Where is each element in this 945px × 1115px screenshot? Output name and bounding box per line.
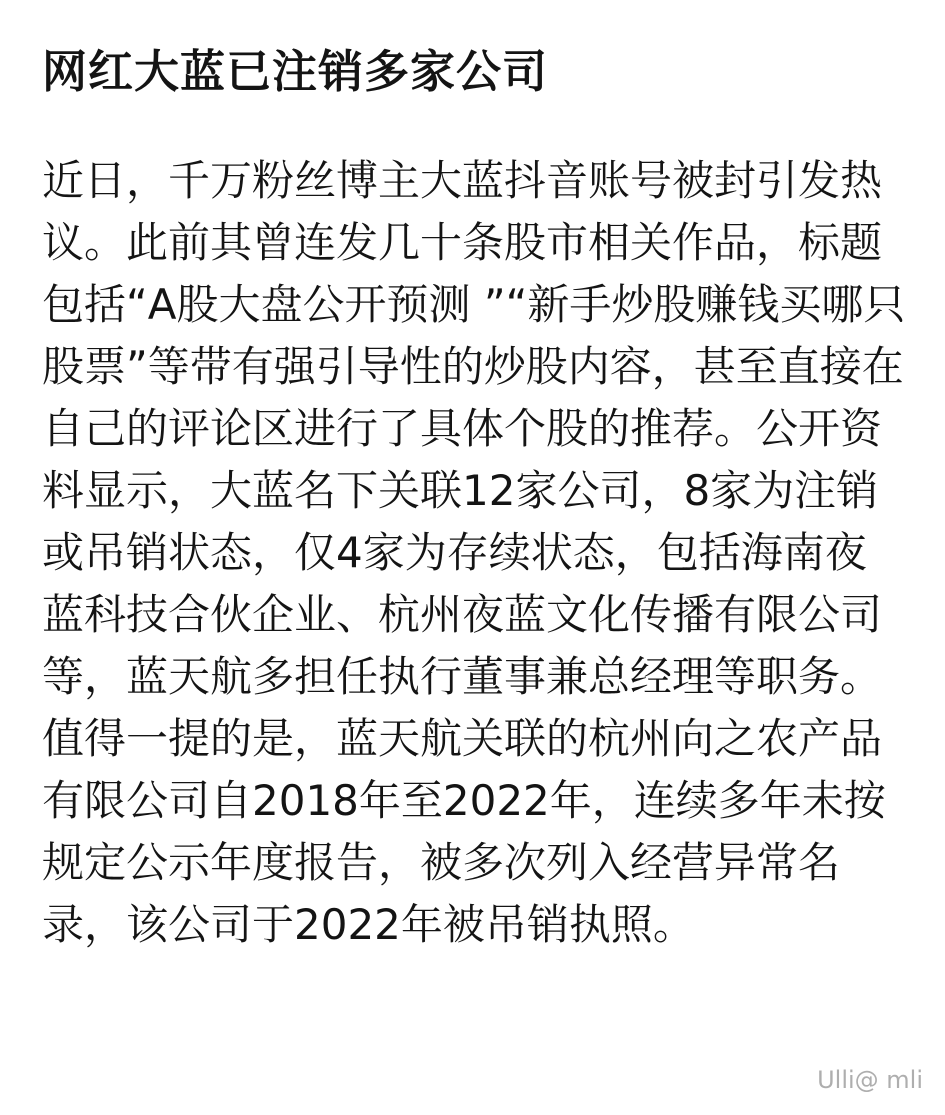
article-line: 有限公司自2018年至2022年，连续多年未按 bbox=[42, 776, 886, 825]
article-line: 或吊销状态，仅4家为存续状态，包括海南夜 bbox=[42, 528, 867, 577]
article-line: 料显示，大蓝名下关联12家公司，8家为注销 bbox=[42, 466, 879, 515]
article-line: 议。此前其曾连发几十条股市相关作品，标题 bbox=[42, 218, 883, 267]
article-line: 录，该公司于2022年被吊销执照。 bbox=[42, 900, 695, 949]
article-line: 包括“A股大盘公开预测 ”“新手炒股赚钱买哪只 bbox=[42, 280, 906, 329]
article-line: 近日，千万粉丝博主大蓝抖音账号被封引发热 bbox=[42, 156, 883, 205]
article-line: 自己的评论区进行了具体个股的推荐。公开资 bbox=[42, 404, 883, 453]
article-line: 规定公示年度报告，被多次列入经营异常名 bbox=[42, 838, 841, 887]
watermark: Ulli@ mli bbox=[817, 1066, 923, 1094]
article-line: 蓝科技合伙企业、杭州夜蓝文化传播有限公司 bbox=[42, 590, 883, 639]
article-body bbox=[42, 150, 922, 956]
article-title: 网红大蓝已注销多家公司 bbox=[42, 45, 549, 98]
article-line: 等，蓝天航多担任执行董事兼总经理等职务。 bbox=[42, 652, 883, 701]
article-line: 股票”等带有强引导性的炒股内容，甚至直接在 bbox=[42, 342, 904, 391]
article-line: 值得一提的是，蓝天航关联的杭州向之农产品 bbox=[42, 714, 883, 763]
